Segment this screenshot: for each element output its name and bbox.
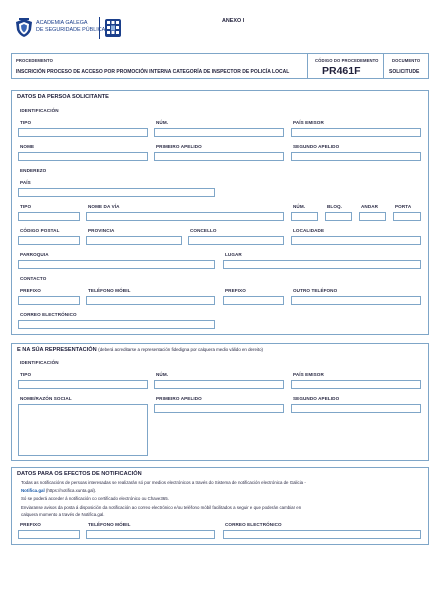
notifica-link[interactable]: Notifica.gal [21, 488, 45, 493]
rep-num-label: NÚM. [156, 372, 169, 377]
concello-label: CONCELLO [190, 228, 217, 233]
applicant-section-title: DATOS DA PERSOA SOLICITANTE [17, 94, 109, 100]
notif-prefixo-label: PREFIXO [20, 522, 41, 527]
rep-nome-razon-label: NOME/RAZÓN SOCIAL [20, 396, 72, 401]
porta-label: PORTA [395, 204, 412, 209]
academia-logo [14, 17, 122, 39]
notification-line-3: Só se poderá acceder á notificación co certificado electrónico ou Chave365. [21, 496, 169, 501]
codigo-postal-input[interactable] [18, 236, 80, 245]
nome-via-input[interactable] [86, 212, 284, 221]
numero-input[interactable] [291, 212, 318, 221]
rep-tipo-input[interactable] [18, 380, 148, 389]
segundo-apelido-label: SEGUNDO APELIDO [293, 144, 340, 149]
document-label: DOCUMENTO [392, 58, 421, 63]
logo-text-line1: ACADEMIA GALEGA [36, 20, 88, 26]
procedure-divider-1 [307, 53, 308, 79]
pais-label: PAÍS [20, 180, 31, 185]
coat-of-arms-icon [104, 18, 122, 38]
notif-correo-input[interactable] [223, 530, 421, 539]
correo-input[interactable] [18, 320, 215, 329]
procedure-divider-2 [383, 53, 384, 79]
pais-emisor-label: PAÍS EMISOR [293, 120, 324, 125]
primeiro-apelido-label: PRIMEIRO APELIDO [156, 144, 202, 149]
prefixo-label: PREFIXO [20, 288, 41, 293]
pais-input[interactable] [18, 188, 215, 197]
notification-section-title: DATOS PARA OS EFECTOS DE NOTIFICACIÓN [17, 471, 142, 477]
provincia-label: PROVINCIA [88, 228, 115, 233]
parroquia-label: PARROQUIA [20, 252, 49, 257]
pais-emisor-input[interactable] [291, 128, 421, 137]
tipo-via-input[interactable] [18, 212, 80, 221]
rep-nome-razon-input[interactable] [18, 404, 148, 456]
notif-correo-label: CORREO ELECTRÓNICO [225, 522, 282, 527]
applicant-identification-label: IDENTIFICACIÓN [20, 108, 59, 113]
notif-telefono-label: TELÉFONO MÓBIL [88, 522, 131, 527]
rep-segundo-apelido-label: SEGUNDO APELIDO [293, 396, 340, 401]
andar-label: ANDAR [361, 204, 379, 209]
logo-divider [99, 17, 100, 39]
prefixo2-label: PREFIXO [225, 288, 246, 293]
notif-telefono-input[interactable] [86, 530, 215, 539]
numero-label: NÚM. [293, 204, 306, 209]
shield-icon [14, 18, 34, 38]
concello-input[interactable] [188, 236, 284, 245]
notif-prefixo-input[interactable] [18, 530, 80, 539]
procedure-code: PR461F [322, 65, 361, 77]
lugar-label: LUGAR [225, 252, 242, 257]
notification-line-2 [21, 488, 96, 493]
procedure-title: INSCRICIÓN PROCESO DE ACCESO POR PROMOCIÓN INTERNA CATEGORÍA DE INSPECTOR DE POLICÍA LOCAL [16, 69, 290, 75]
procedure-box [11, 53, 429, 79]
rep-primeiro-apelido-label: PRIMEIRO APELIDO [156, 396, 202, 401]
codigo-postal-label: CÓDIGO POSTAL [20, 228, 60, 233]
notification-line-5: calquera momento a través de Notifica.gal. [21, 512, 105, 517]
parroquia-input[interactable] [18, 260, 215, 269]
representation-title-text: E NA SÚA REPRESENTACIÓN [17, 347, 97, 353]
andar-input[interactable] [359, 212, 386, 221]
lugar-input[interactable] [223, 260, 421, 269]
rep-segundo-apelido-input[interactable] [291, 404, 421, 413]
provincia-input[interactable] [86, 236, 182, 245]
rep-tipo-label: TIPO [20, 372, 32, 377]
localidade-input[interactable] [291, 236, 421, 245]
num-label: NÚM. [156, 120, 169, 125]
segundo-apelido-input[interactable] [291, 152, 421, 161]
telefono-mobil-input[interactable] [86, 296, 215, 305]
bloque-input[interactable] [325, 212, 352, 221]
rep-identification-label: IDENTIFICACIÓN [20, 360, 59, 365]
nome-input[interactable] [18, 152, 148, 161]
document-value: SOLICITUDE [389, 69, 420, 75]
enderezo-label: ENDEREZO [20, 168, 47, 173]
notifica-url-text: (https://notifica.xunta.gal). [44, 488, 97, 493]
annex-label: ANEXO I [222, 18, 245, 24]
outro-telefono-label: OUTRO TELÉFONO [293, 288, 338, 293]
correo-label: CORREO ELECTRÓNICO [20, 312, 77, 317]
porta-input[interactable] [393, 212, 421, 221]
bloque-label: BLOQ. [327, 204, 343, 209]
rep-pais-emisor-input[interactable] [291, 380, 421, 389]
num-input[interactable] [154, 128, 284, 137]
nome-via-label: NOME DA VÍA [88, 204, 120, 209]
tipo-input[interactable] [18, 128, 148, 137]
representation-title-note: (deberá acreditarse a representación fidedigna por calquera medio válido en dereito) [98, 347, 263, 352]
logo-text-line2: DE SEGURIDADE PÚBLICA [36, 27, 106, 33]
outro-telefono-input[interactable] [291, 296, 421, 305]
primeiro-apelido-input[interactable] [154, 152, 284, 161]
nome-label: NOME [20, 144, 35, 149]
tipo-via-label: TIPO [20, 204, 32, 209]
procedure-code-label: CÓDIGO DO PROCEDEMENTO [315, 58, 379, 63]
tipo-label: TIPO [20, 120, 32, 125]
representation-section-title [17, 347, 263, 353]
rep-primeiro-apelido-input[interactable] [154, 404, 284, 413]
notification-line-1: Todas as notificacións de persoas interesadas se realizarán só por medios electrónicos a través do Sistema de notificación electrónica de Galicia - [21, 480, 306, 485]
rep-pais-emisor-label: PAÍS EMISOR [293, 372, 324, 377]
rep-num-input[interactable] [154, 380, 284, 389]
procedure-label: PROCEDEMENTO [16, 58, 53, 63]
telefono-mobil-label: TELÉFONO MÓBIL [88, 288, 131, 293]
localidade-label: LOCALIDADE [293, 228, 325, 233]
contacto-label: CONTACTO [20, 276, 47, 281]
prefixo2-input[interactable] [223, 296, 284, 305]
prefixo-input[interactable] [18, 296, 80, 305]
notification-line-4: Enviaranse avisos da posta á disposición da notificación ao correo electrónico e/ou teléfono móbil facilitados a seguir e que poderán cambiar en [21, 505, 302, 510]
